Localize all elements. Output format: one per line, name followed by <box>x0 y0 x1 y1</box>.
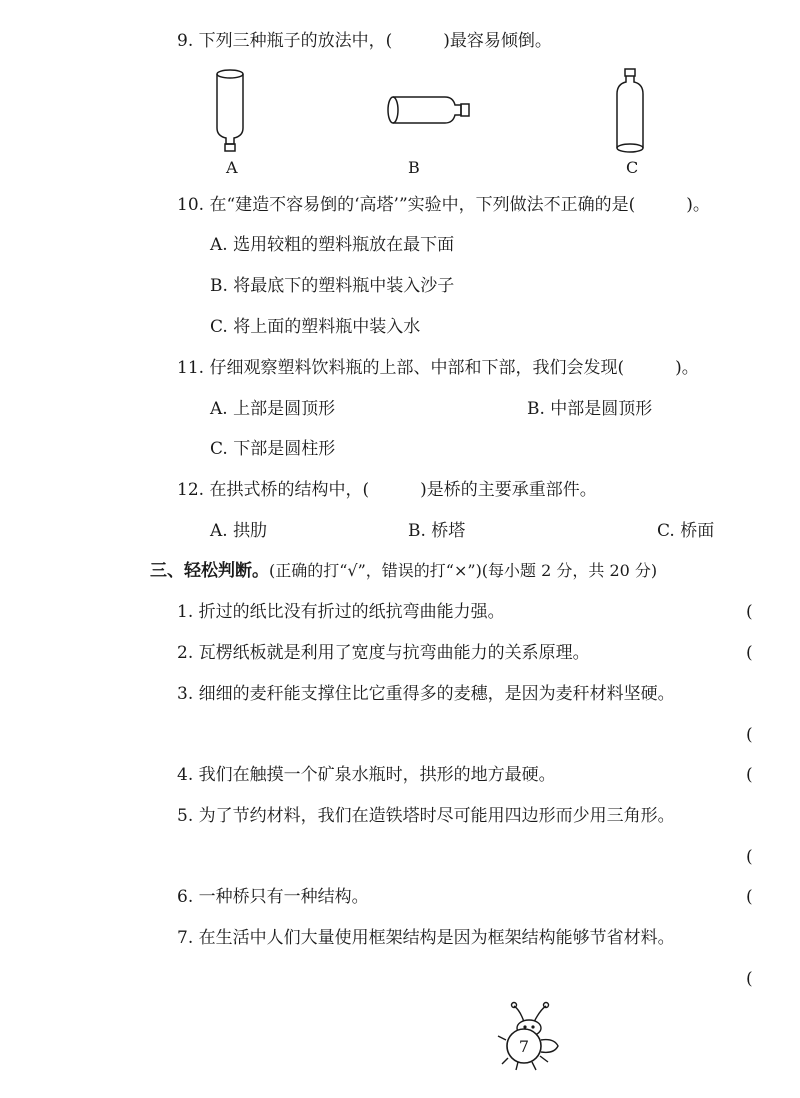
answer-paren-7: ( <box>746 969 753 989</box>
answer-paren-6: ( <box>746 887 753 907</box>
section-3-heading <box>150 560 657 582</box>
q10-option-a: A. 选用较粗的塑料瓶放在最下面 <box>210 235 455 255</box>
answer-paren-1: ( <box>746 602 753 622</box>
judge-item-2: 2. 瓦楞纸板就是利用了宽度与抗弯曲能力的关系原理。 <box>177 643 590 663</box>
question-11: 11. 仔细观察塑料饮料瓶的上部、中部和下部，我们会发现( )。 <box>177 358 699 378</box>
q12-option-a: A. 拱肋 <box>210 521 268 541</box>
answer-paren-3: ( <box>746 725 753 745</box>
judge-item-4: 4. 我们在触摸一个矿泉水瓶时，拱形的地方最硬。 <box>177 765 556 785</box>
bottle-c-figure <box>610 66 650 158</box>
question-9: 9. 下列三种瓶子的放法中，( )最容易倾倒。 <box>177 31 552 51</box>
section-3-note: (正确的打“√”，错误的打“×”)(每小题 2 分，共 20 分) <box>269 561 658 580</box>
bottle-label-c: C <box>626 158 639 177</box>
bottle-b-figure <box>383 90 475 130</box>
judge-item-6: 6. 一种桥只有一种结构。 <box>177 887 369 907</box>
judge-item-1: 1. 折过的纸比没有折过的纸抗弯曲能力强。 <box>177 602 505 622</box>
q11-option-a: A. 上部是圆顶形 <box>210 399 336 419</box>
question-12: 12. 在拱式桥的结构中，( )是桥的主要承重部件。 <box>177 480 597 500</box>
bottle-label-b: B <box>408 158 420 177</box>
answer-paren-2: ( <box>746 643 753 663</box>
q10-option-c: C. 将上面的塑料瓶中装入水 <box>210 317 421 337</box>
question-10: 10. 在“建造不容易倒的‘高塔’”实验中，下列做法不正确的是( )。 <box>177 195 710 215</box>
judge-item-5: 5. 为了节约材料，我们在造铁塔时尽可能用四边形而少用三角形。 <box>177 806 675 826</box>
section-3-title: 三、轻松判断。 <box>150 561 269 581</box>
bottle-a-figure <box>210 66 250 156</box>
q10-option-b: B. 将最底下的塑料瓶中装入沙子 <box>210 276 455 296</box>
q11-option-b: B. 中部是圆顶形 <box>527 399 653 419</box>
page-number: 7 <box>518 1037 530 1056</box>
bottle-label-a: A <box>226 158 238 177</box>
q12-option-c: C. 桥面 <box>657 521 715 541</box>
page-number-badge <box>488 1000 568 1080</box>
judge-item-3: 3. 细细的麦秆能支撑住比它重得多的麦穗，是因为麦秆材料坚硬。 <box>177 684 675 704</box>
answer-paren-5: ( <box>746 847 753 867</box>
judge-item-7: 7. 在生活中人们大量使用框架结构是因为框架结构能够节省材料。 <box>177 928 675 948</box>
answer-paren-4: ( <box>746 765 753 785</box>
q11-option-c: C. 下部是圆柱形 <box>210 439 336 459</box>
q12-option-b: B. 桥塔 <box>408 521 466 541</box>
